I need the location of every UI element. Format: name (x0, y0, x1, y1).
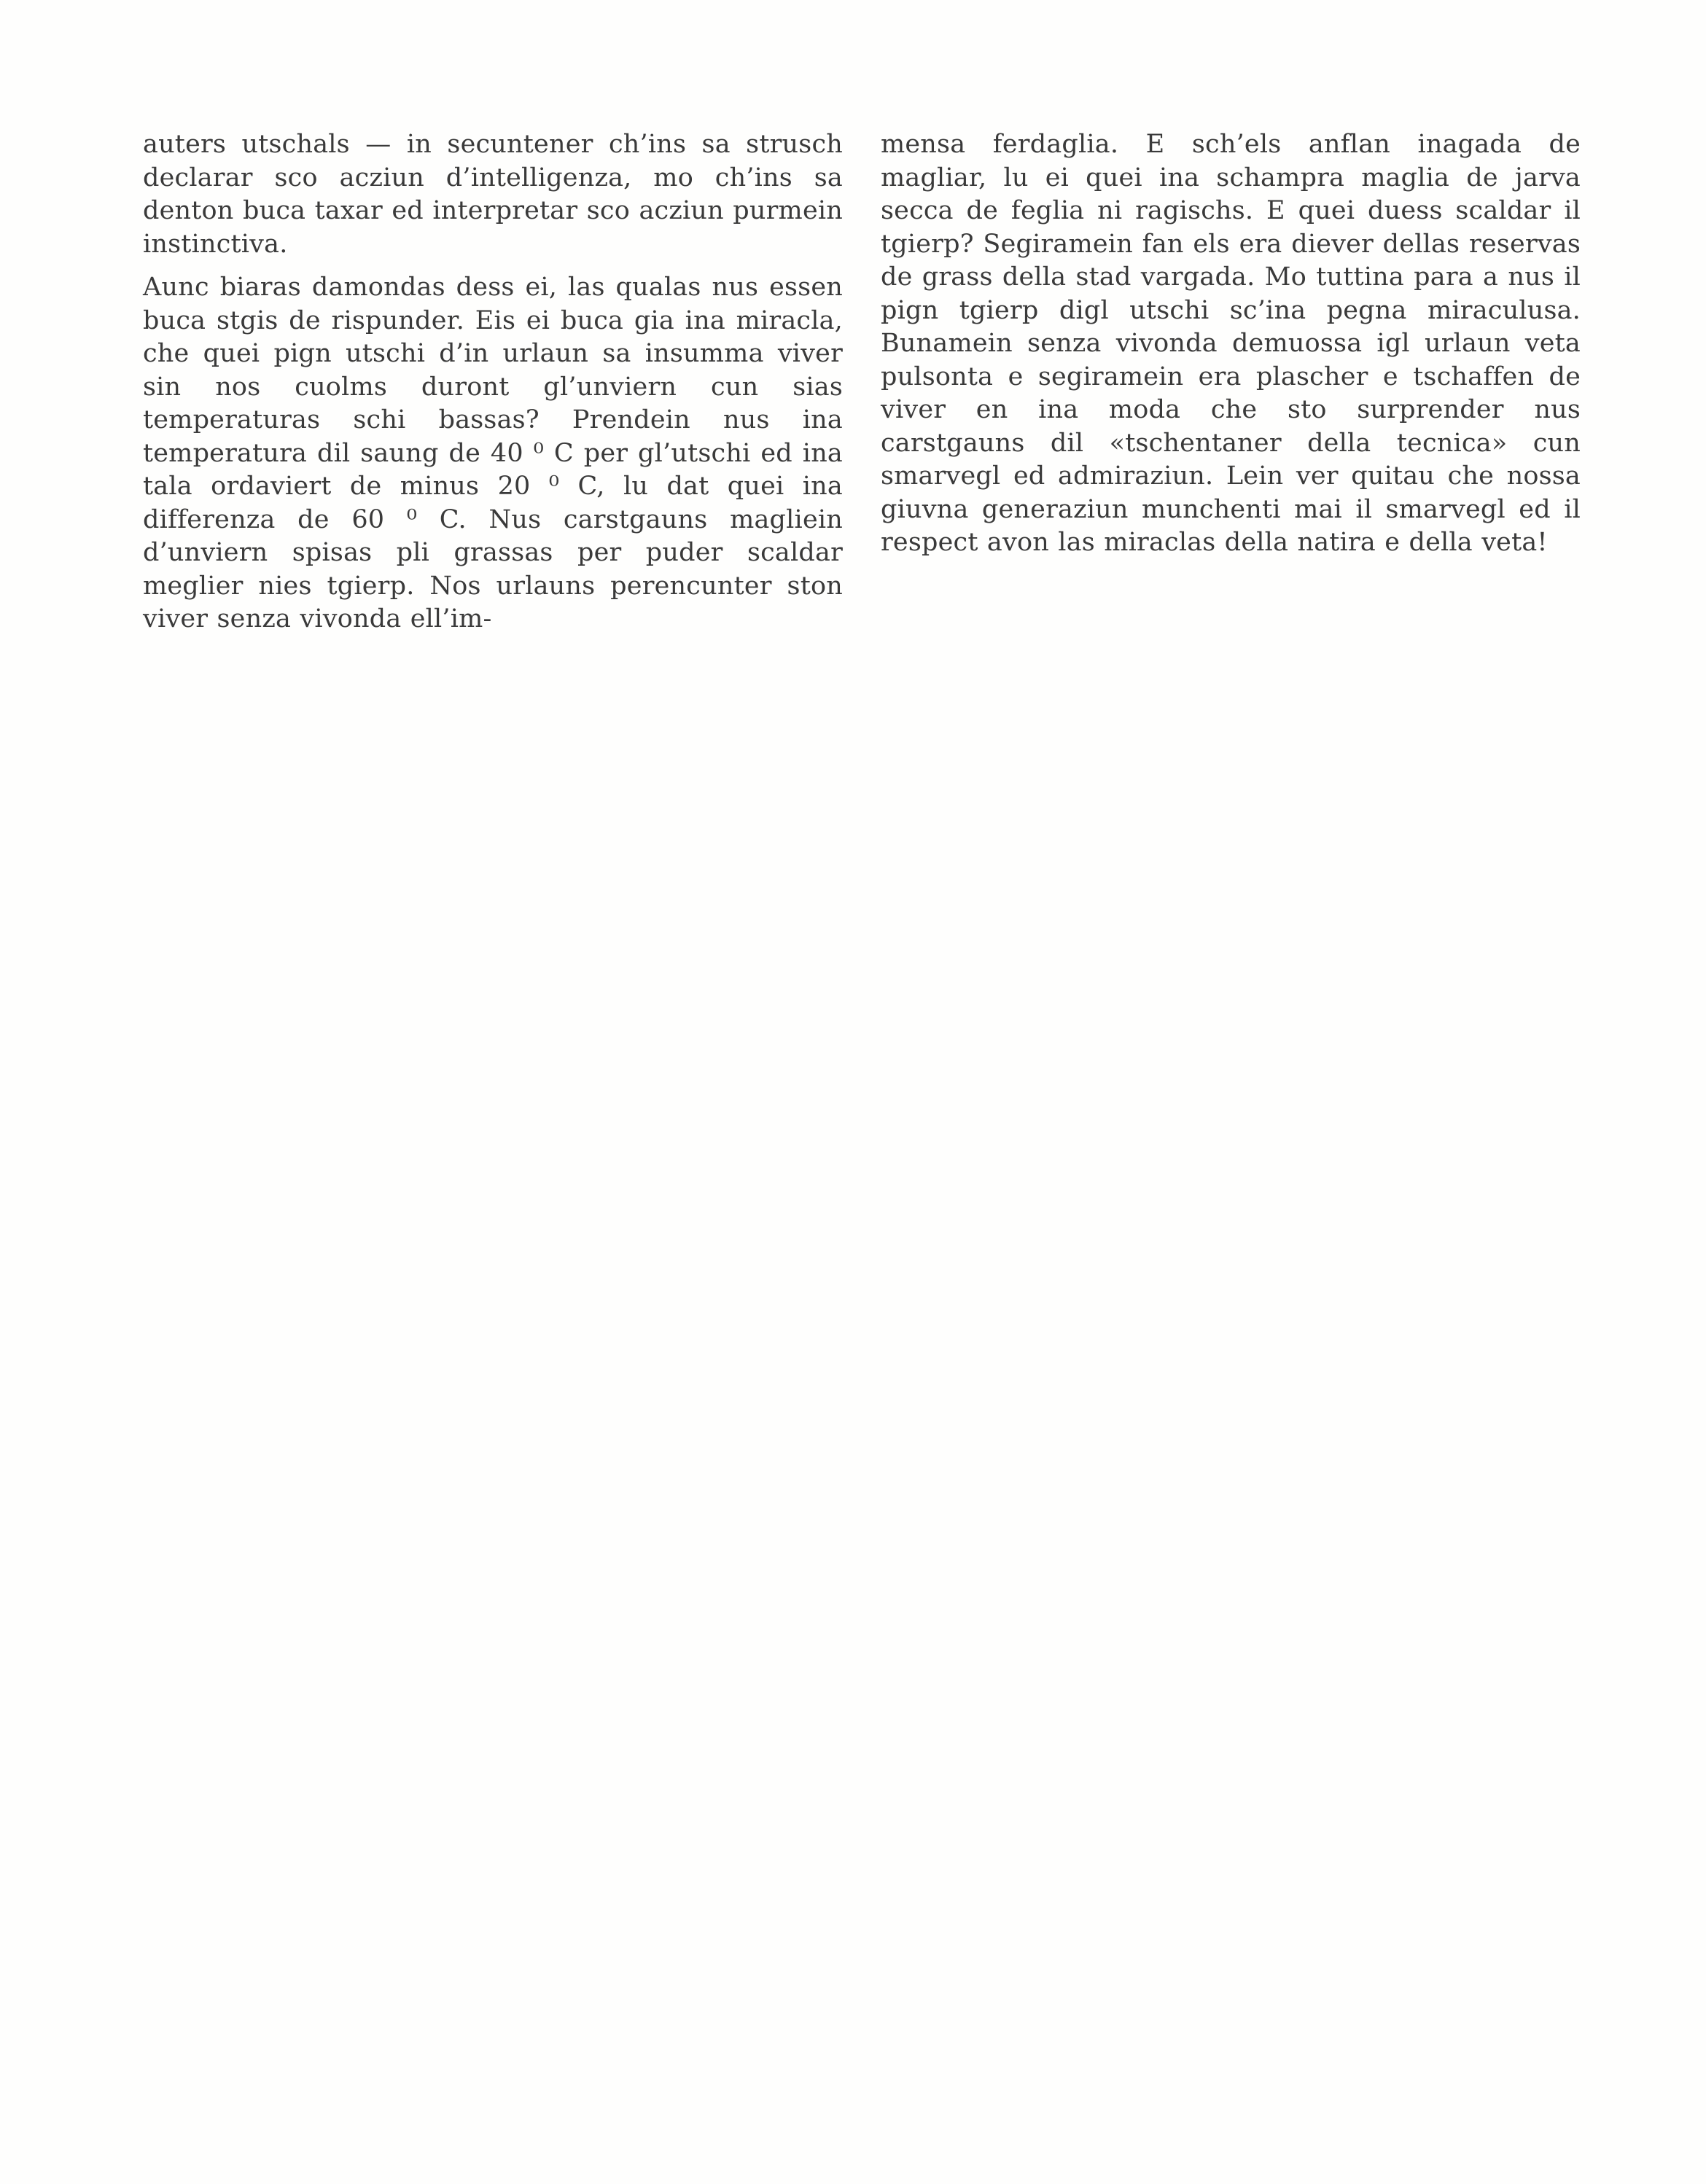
left-text-column (143, 128, 843, 647)
paragraph: Aunc biaras damondas dess ei, las qualas nus essen buca stgis de rispunder. Eis ei buca gia ina miracla, che quei pign utschi d’in urlaun sa insumma viver sin nos cuolms duront gl’unviern cun sias temperaturas schi bassas? Prendein nus ina temperatura dil saung de 40 ⁰ C per gl’utschi ed ina tala ordaviert de minus 20 ⁰ C, lu dat quei ina differenza de 60 ⁰ C. Nus carstgauns magliein d’unviern spisas pli grassas per puder scaldar meglier nies tgierp. Nos urlauns perencunter ston viver senza vivonda ell’im- (143, 273, 843, 633)
paragraph: mensa ferdaglia. E sch’els anflan inagada de magliar, lu ei quei ina schampra maglia de jarva secca de feglia ni ragischs. E quei duess scaldar il tgierp? Segiramein fan els era diever dellas reservas de grass della stad vargada. Mo tuttina para a nus il pign tgierp digl utschi sc’ina pegna miraculusa. Bunamein senza vivonda demuossa igl urlaun veta pulsonta e segiramein era plascher e tschaffen de viver en ina moda che sto surprender nus carstgauns dil «tschentaner della tecnica» cun smarvegl ed admiraziun. Lein ver quitau che nossa giuvna generaziun munchenti mai il smarvegl ed il respect avon las miraclas della natira e della veta! (881, 130, 1581, 557)
paragraph: auters utschals — in secuntener ch’ins sa strusch declarar sco acziun d’intelligenza, mo ch’ins sa denton buca taxar ed interpretar sco acziun purmein instinctiva. (143, 130, 843, 259)
right-text-column (881, 128, 1581, 570)
